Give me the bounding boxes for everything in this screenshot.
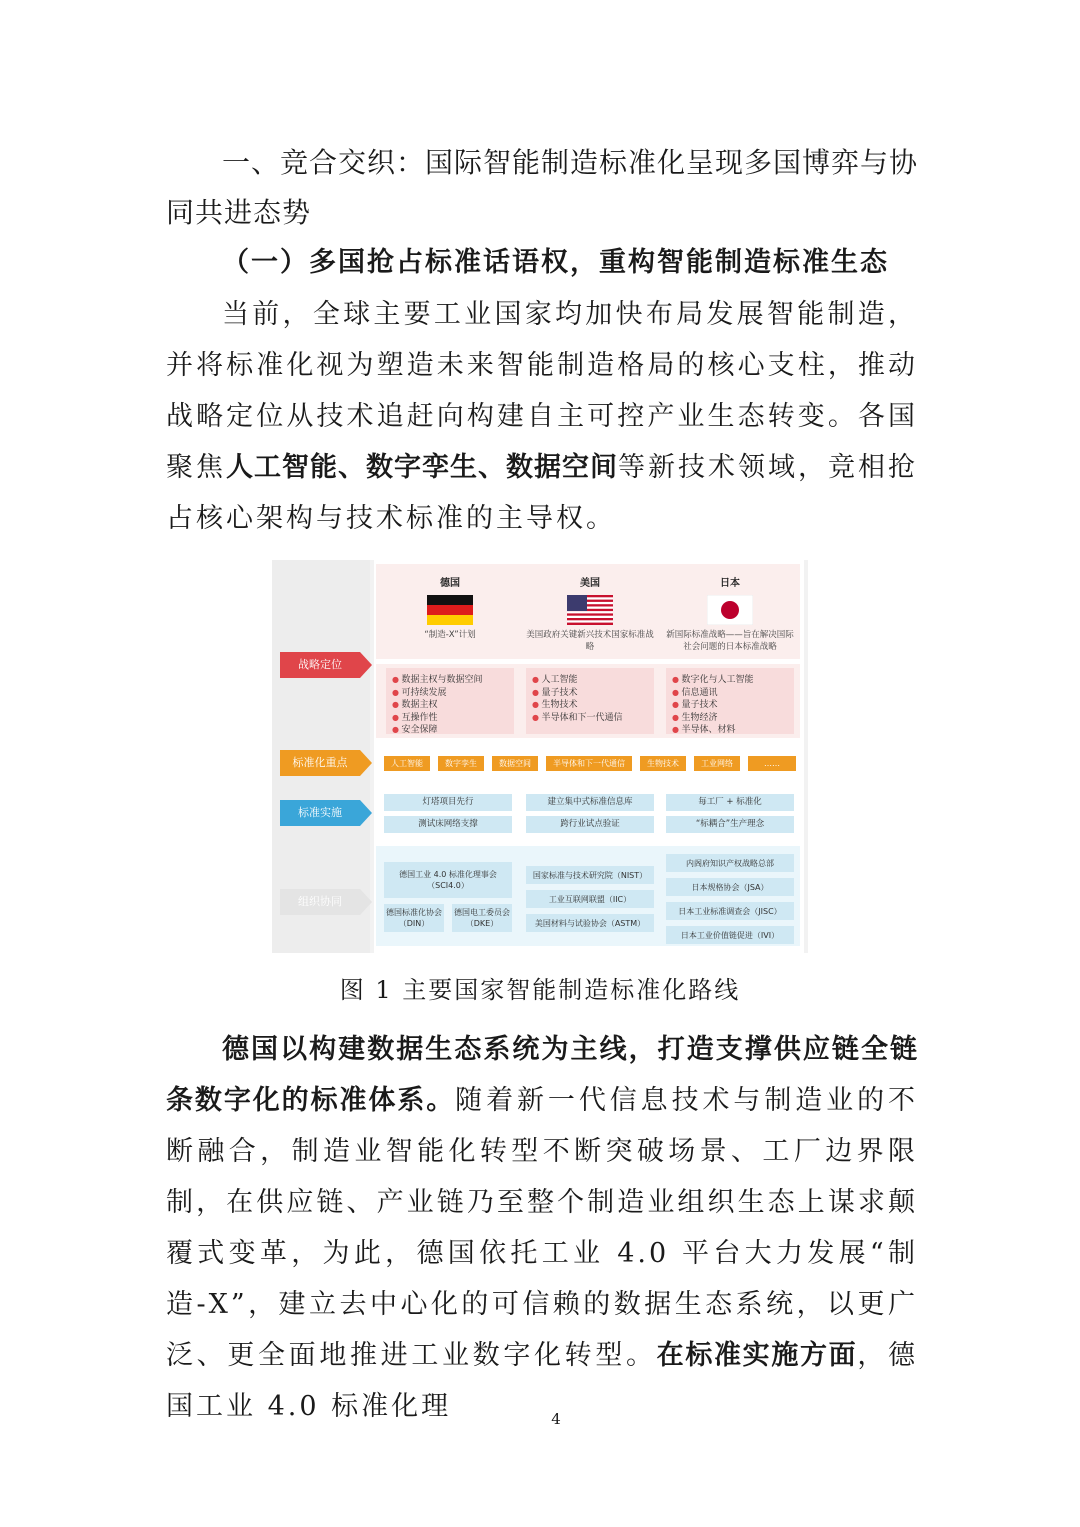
country-germany xyxy=(386,568,514,641)
priority-item: ● 信息通讯 xyxy=(672,687,754,700)
priority-item: ● 半导体、材料 xyxy=(672,724,754,737)
japan-flag-icon xyxy=(707,595,753,625)
priority-item: ● 数据主权 xyxy=(392,699,483,712)
focus-tag: 数字孪生 xyxy=(438,756,484,771)
impl-item: 跨行业试点验证 xyxy=(526,816,654,833)
priority-item: ● 生物经济 xyxy=(672,712,754,725)
country-plan: “制造-X”计划 xyxy=(424,630,476,640)
paragraph-1 xyxy=(166,289,918,544)
org-us-item: 工业互联网联盟（IIC） xyxy=(526,890,654,908)
impl-item: “标耦合”生产理念 xyxy=(666,816,794,833)
org-dke: 德国电工委员会（DKE） xyxy=(452,904,512,932)
paragraph-bold: 德国以构建数据生态系统为主线，打造支撑供应链全链条数字化的标准体系。 xyxy=(166,1034,918,1116)
org-jp-item: 日本工业价值链促进（IVI） xyxy=(666,926,794,944)
country-usa xyxy=(526,568,654,653)
org-us-item: 国家标准与技术研究院（NIST） xyxy=(526,866,654,884)
paragraph-text: 随着新一代信息技术与制造业的不断融合，制造业智能化转型不断突破场景、工厂边界限制，在供应链、产业链乃至整个制造业组织生态上谋求颠覆式变革，为此，德国依托工业 4.0 平台大力发展“制造-X”，建立去中心化的可信赖的数据生态系统，以更广泛、更全面地推进工业数字化转型。 xyxy=(166,1085,919,1371)
priority-item: ● 生物技术 xyxy=(532,699,623,712)
usa-flag-icon xyxy=(567,595,613,625)
country-name: 德国 xyxy=(440,578,460,589)
priority-item: ● 量子技术 xyxy=(532,687,623,700)
focus-tag: …… xyxy=(748,756,796,771)
germany-flag-icon xyxy=(427,595,473,625)
country-name: 日本 xyxy=(720,578,740,589)
focus-tag: 人工智能 xyxy=(384,756,430,771)
paragraph-2 xyxy=(166,1024,918,1432)
category-organization: 组织协同 xyxy=(280,889,360,915)
priority-item: ● 半导体和下一代通信 xyxy=(532,712,623,725)
category-focus: 标准化重点 xyxy=(280,750,360,776)
standardization-roadmap-figure xyxy=(272,560,808,953)
focus-tag: 工业网络 xyxy=(694,756,740,771)
priority-item: ● 安全保障 xyxy=(392,724,483,737)
org-us-item: 美国材料与试验协会（ASTM） xyxy=(526,914,654,932)
org-sci40: 德国工业 4.0 标准化理事会（SCI4.0） xyxy=(384,862,512,898)
page-number: 4 xyxy=(551,1410,561,1428)
category-strategy: 战略定位 xyxy=(280,652,360,678)
priority-item: ● 数字化与人工智能 xyxy=(672,674,754,687)
country-plan: 新国际标准战略——旨在解决国际社会问题的日本标准战略 xyxy=(666,630,794,652)
org-din: 德国标准化协会（DIN） xyxy=(384,904,444,932)
subsection-heading: （一）多国抢占标准话语权，重构智能制造标准生态 xyxy=(222,247,889,278)
figure-caption: 图 1 主要国家智能制造标准化路线 xyxy=(339,976,741,1004)
impl-item: 灯塔项目先行 xyxy=(384,794,512,811)
priority-item: ● 互操作性 xyxy=(392,712,483,725)
priority-item: ● 量子技术 xyxy=(672,699,754,712)
category-implementation: 标准实施 xyxy=(280,800,360,826)
focus-tag: 数据空间 xyxy=(492,756,538,771)
focus-tag: 生物技术 xyxy=(640,756,686,771)
priority-item: ● 人工智能 xyxy=(532,674,623,687)
germany-priorities xyxy=(386,668,514,734)
country-name: 美国 xyxy=(580,578,600,589)
priority-item: ● 可持续发展 xyxy=(392,687,483,700)
priority-item: ● 数据主权与数据空间 xyxy=(392,674,483,687)
org-jp-item: 内阁府知识产权战略总部 xyxy=(666,854,794,872)
section-heading: 一、竞合交织：国际智能制造标准化呈现多国博弈与协同共进态势 xyxy=(166,146,919,229)
org-jp-item: 日本规格协会（JSA） xyxy=(666,878,794,896)
paragraph-text: 当前，全球主要工业国家均加快布局发展智能制造，并将标准化视为塑造未来智能制造格局的核心支柱，推动战略定位从技术追赶向构建自主可控产业生态转变。各国聚焦 xyxy=(166,299,918,483)
focus-tag: 半导体和下一代通信 xyxy=(546,756,632,771)
impl-item: 建立集中式标准信息库 xyxy=(526,794,654,811)
org-jp-item: 日本工业标准调查会（JISC） xyxy=(666,902,794,920)
impl-item: 测试床网络支撑 xyxy=(384,816,512,833)
country-plan: 美国政府关键新兴技术国家标准战略 xyxy=(526,630,654,652)
paragraph-text: ，德国工业 4.0 标准化理 xyxy=(166,1340,919,1422)
impl-item: 每工厂 + 标准化 xyxy=(666,794,794,811)
paragraph-bold: 人工智能、数字孪生、数据空间 xyxy=(226,452,618,483)
country-japan xyxy=(666,568,794,653)
paragraph-text: 等新技术领域，竞相抢占核心架构与技术标准的主导权。 xyxy=(166,452,918,534)
paragraph-bold: 在标准实施方面 xyxy=(656,1340,858,1371)
japan-priorities xyxy=(666,668,794,734)
usa-priorities xyxy=(526,668,654,734)
